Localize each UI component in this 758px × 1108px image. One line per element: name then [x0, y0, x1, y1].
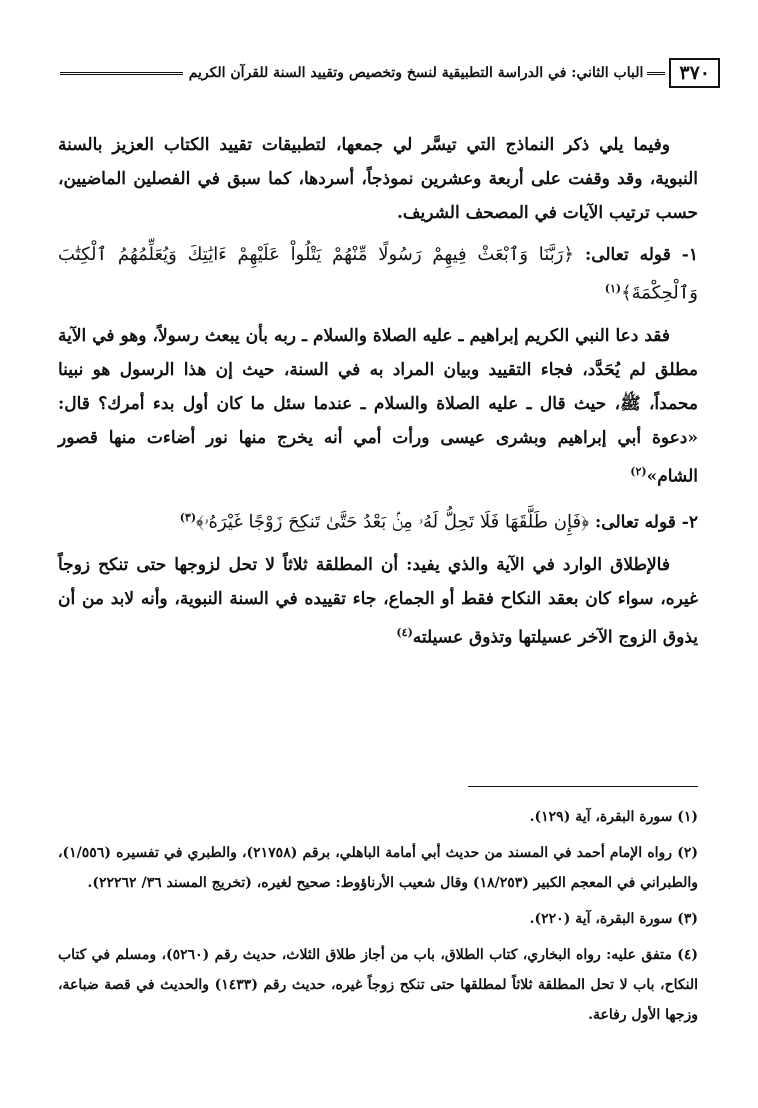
item-1-verse-paragraph [58, 238, 698, 311]
item-2-explanation-footnote-ref: (٤) [396, 625, 413, 639]
item-2-explanation [58, 548, 698, 655]
item-2-explanation-text: فالإطلاق الوارد في الآية والذي يفيد: أن المطلقة ثلاثاً لا تحل لزوجها حتى تنكح زوجاً غيره، سواء كان بعقد النكاح فقط أو الجماع، جاء تقييده في السنة النبوية، وأنه لابد من أن يذوق الزوج الآخر عسيلتها وتذوق عسيلته [58, 554, 698, 648]
footnotes [58, 802, 698, 1036]
footnote-3: (٣) سورة البقرة، آية (٢٢٠). [529, 911, 698, 927]
item-2-footnote-ref: (٣) [179, 511, 197, 525]
footnote-1: (١) سورة البقرة، آية (١٢٩). [529, 809, 698, 825]
intro-paragraph: وفيما يلي ذكر النماذج التي تيسَّر لي جمعها، لتطبيقات تقييد الكتاب العزيز بالسنة النبوية، وقد وقفت على أربعة وعشرين نموذجاً، أسردها، كما سبق في الفصلين الماضيين، حسب ترتيب الآيات في المصحف الشريف. [58, 135, 698, 223]
footnote-2: (٢) رواه الإمام أحمد في المسند من حديث أبي أمامة الباهلي، برقم (٢١٧٥٨)، والطبري في تفسيره (١/٥٥٦)، والطبراني في المعجم الكبير (١٨/٢٥٣) وقال شعيب الأرناؤوط: صحيح لغيره، (تخريج المسند ٣٦/ ٢٢٢٦٢). [58, 845, 698, 891]
page-number: ٣٧٠ [669, 58, 720, 88]
header-rule-long [60, 72, 183, 75]
item-1-verse: ﴿رَبَّنَا وَٱبْعَثْ فِيهِمْ رَسُولًا مِّنْهُمْ يَتْلُواْ عَلَيْهِمْ ءَايَٰتِكَ وَيُعَلِّمُهُمُ ٱلْكِتَٰبَ وَٱلْحِكْمَةَ﴾ [58, 244, 698, 304]
item-1-footnote-ref: (١) [604, 282, 622, 295]
item-1-explanation-text: فقد دعا النبي الكريم إبراهيم ـ عليه الصلاة والسلام ـ ربه بأن يبعث رسولاً، وهو في الآية مطلق لم يُحَدَّد، فجاء التقييد وبيان المراد به في السنة، حيث إن هذا الرسول هو نبينا محمداً، ﷺ، حيث قال ـ عليه الصلاة والسلام ـ عندما سئل ما كان أول بدء أمرك؟ قال: [58, 325, 698, 414]
item-2-verse: ﴿فَإِن طَلَّقَهَا فَلَا تَحِلُّ لَهُۥ مِنۢ بَعْدُ حَتَّىٰ تَنكِحَ زَوْجًا غَيْرَهُۥ﴾ [196, 511, 590, 533]
item-1-explanation [58, 319, 698, 494]
hadith-footnote-ref: (٢) [630, 464, 647, 478]
main-text [58, 128, 698, 663]
hadith-quote: «دعوة أبي إبراهيم وبشرى عيسى ورأت أمي أنه يخرج منها نور أضاءت منها قصور الشام» [58, 427, 698, 487]
item-2-label: ٢- قوله تعالى: [595, 512, 698, 533]
running-title: الباب الثاني: في الدراسة التطبيقية لنسخ وتخصيص وتقييد السنة للقرآن الكريم [188, 65, 644, 81]
item-1-label: ١- قوله تعالى: [584, 245, 698, 265]
header-rule-short [647, 72, 665, 75]
footnote-4: (٤) متفق عليه: رواه البخاري، كتاب الطلاق، باب من أجاز طلاق الثلاث، حديث رقم (٥٢٦٠)، ومسلم في كتاب النكاح، باب لا تحل المطلقة ثلاثاً لمطلقها حتى تنكح زوجاً غيره، حديث رقم (١٤٣٣) والحديث في قصة ضباعة، وزجها الأول رفاعة. [58, 947, 698, 1023]
item-2-verse-paragraph [58, 501, 698, 540]
page-header [60, 56, 720, 90]
footnote-separator [468, 786, 698, 787]
